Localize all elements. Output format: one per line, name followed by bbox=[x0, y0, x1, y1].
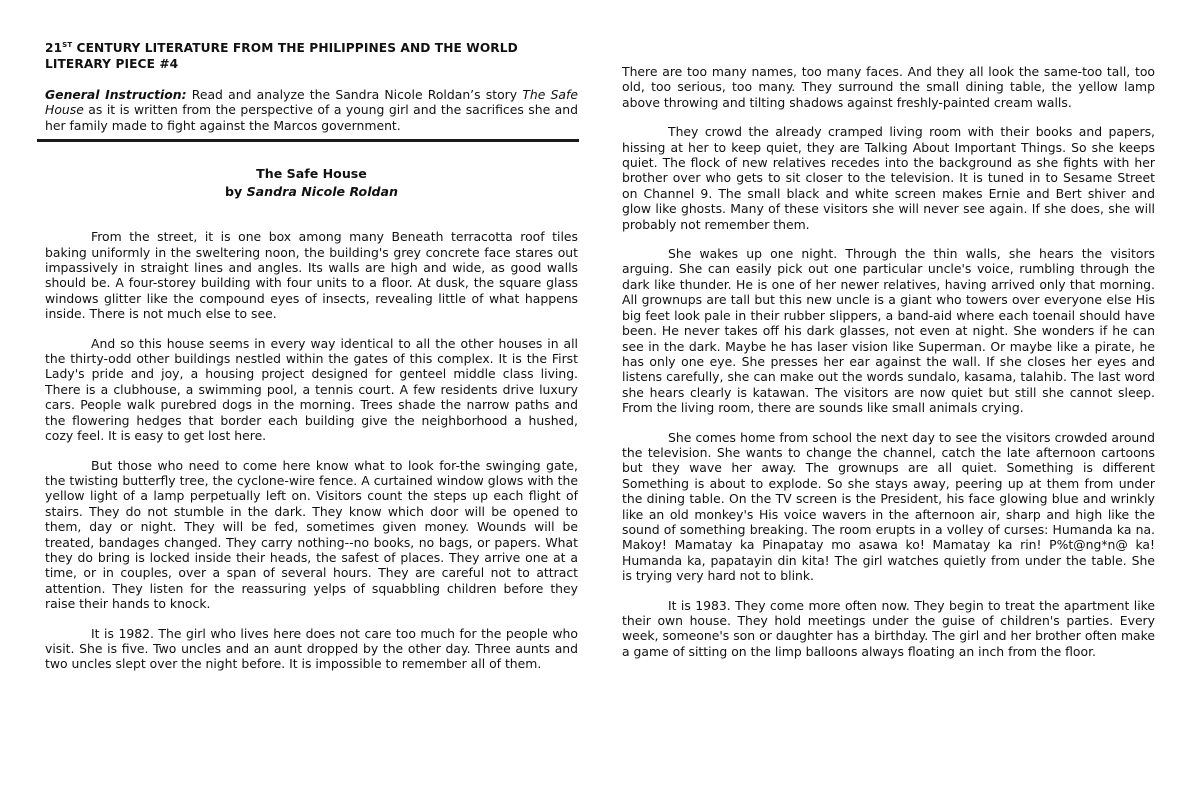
paragraph: But those who need to come here know what to look for-the swinging gate, the twisting butterfly tree, the cyclone-wire fence. A curtained window glows with the yellow light of a lamp perpetually left on. Visitors count the steps up each flight of stairs. They do not stumble in the dark. They know which door will be opened to them, day or night. They will be fed, sometimes given money. Wounds will be treated, bandages changed. They carry nothing--no books, no bags, or papers. What they do bring is locked inside their heads, the safest of places. They arrive one at a time, or in couples, over a span of several hours. They are careful not to attract attention. They listen for the reassuring yelps of squabbling children before they raise their hands to knock. bbox=[45, 457, 578, 612]
document-header bbox=[45, 40, 578, 72]
right-column bbox=[622, 64, 1155, 673]
header-divider bbox=[37, 139, 579, 142]
left-column bbox=[45, 40, 578, 686]
general-instruction: General Instruction: Read and analyze the Sandra Nicole Roldan’s story The Safe House as it is written from the perspective of a young girl and the sacrifices she and her family made to fight against the Marcos government. bbox=[45, 87, 579, 133]
header-piece-number: LITERARY PIECE #4 bbox=[45, 57, 179, 71]
paragraph: There are too many names, too many faces. And they all look the same-too tall, too old, too serious, too many. They surround the small dining table, the yellow lamp above throwing and tilting shadows against freshly-painted cream walls. bbox=[622, 64, 1155, 110]
paragraph: She wakes up one night. Through the thin walls, she hears the visitors arguing. She can easily pick out one particular uncle's voice, rumbling through the dark like thunder. He is one of her newer relatives, having arrived only that morning. All grownups are tall but this new uncle is a giant who towers over everyone else His big feet look pale in their rubber slippers, a band-aid where each toenail should have been. He never takes off his dark glasses, not even at night. She wonders if he can see in the dark. Maybe he has laser vision like Superman. Or maybe like a pirate, he has only one eye. She presses her ear against the wall. If she closes her eyes and listens carefully, she can make out the words sundalo, kasama, talahib. The last word she hears clearly is katawan. The visitors are now quiet but still she cannot sleep. From the living room, there are sounds like small animals crying. bbox=[622, 246, 1155, 416]
story-byline: by Sandra Nicole Roldan bbox=[225, 184, 398, 200]
paragraph: They crowd the already cramped living room with their books and papers, hissing at her to keep quiet, they are Talking About Important Things. So she keeps quiet. The flock of new relatives recedes into the background as she fights with her brother over who gets to sit closer to the television. It is tuned in to Sesame Street on Channel 9. The small black and white screen makes Ernie and Bert shiver and glow like ghosts. Many of these visitors she will never see again. If she does, she will probably not remember them. bbox=[622, 124, 1155, 232]
story-title-block bbox=[45, 165, 578, 201]
story-author: Sandra Nicole Roldan bbox=[246, 184, 398, 200]
paragraph: It is 1982. The girl who lives here does not care too much for the people who visit. She is five. Two uncles and an aunt dropped by the other day. Three aunts and two uncles slept over the night before. It is impossible to remember all of them. bbox=[45, 625, 578, 672]
paragraph: She comes home from school the next day to see the visitors crowded around the television. She wants to change the channel, catch the late afternoon cartoons but they wave her away. The grownups are all quiet. Something is different Something is about to explode. So she stays away, peering up at them from under the dining table. On the TV screen is the President, his face glowing blue and wrinkly like an old monkey's His voice wavers in the afternoon air, sharp and high like the sound of something breaking. The room erupts in a volley of curses: Humanda ka na. Makoy! Mamatay ka Pinapatay mo asawa ko! Mamatay ka rin! P%t@ng*n@ ka! Humanda ka, papatayin din kita! The girl watches quietly from under the table. She is trying very hard not to blink. bbox=[622, 429, 1155, 584]
instruction-label: General Instruction: bbox=[45, 87, 187, 102]
paragraph: It is 1983. They come more often now. They begin to treat the apartment like their own house. They hold meetings under the guise of children's parties. Every week, someone's son or daughter has a birthday. The girl and her brother often make a game of sitting on the limp balloons always floating an inch from the floor. bbox=[622, 597, 1155, 659]
paragraph: From the street, it is one box among many Beneath terracotta roof tiles baking uniformly in the sweltering noon, the building's grey concrete face stares out impassively in straight lines and angles. Its walls are high and wide, as good walls should be. A four-storey building with four units to a floor. At dusk, the square glass windows glitter like the compound eyes of insects, revealing little of what happens inside. There is not much else to see. bbox=[45, 229, 578, 322]
left-body bbox=[45, 229, 578, 672]
header-course-title: 21ST CENTURY LITERATURE FROM THE PHILIPPINES AND THE WORLD bbox=[45, 40, 518, 55]
instruction-story-title: The Safe House bbox=[45, 87, 579, 118]
story-title: The Safe House bbox=[256, 166, 367, 182]
paragraph: And so this house seems in every way identical to all the other houses in all the thirty-odd other buildings nestled within the gates of this complex. It is the First Lady's pride and joy, a housing project designed for genteel middle class living. There is a clubhouse, a swimming pool, a tennis court. A few residents drive luxury cars. People walk purebred dogs in the morning. Trees shade the narrow paths and the flowering hedges that border each building give the neighborhood a hushed, cozy feel. It is easy to get lost here. bbox=[45, 335, 578, 444]
